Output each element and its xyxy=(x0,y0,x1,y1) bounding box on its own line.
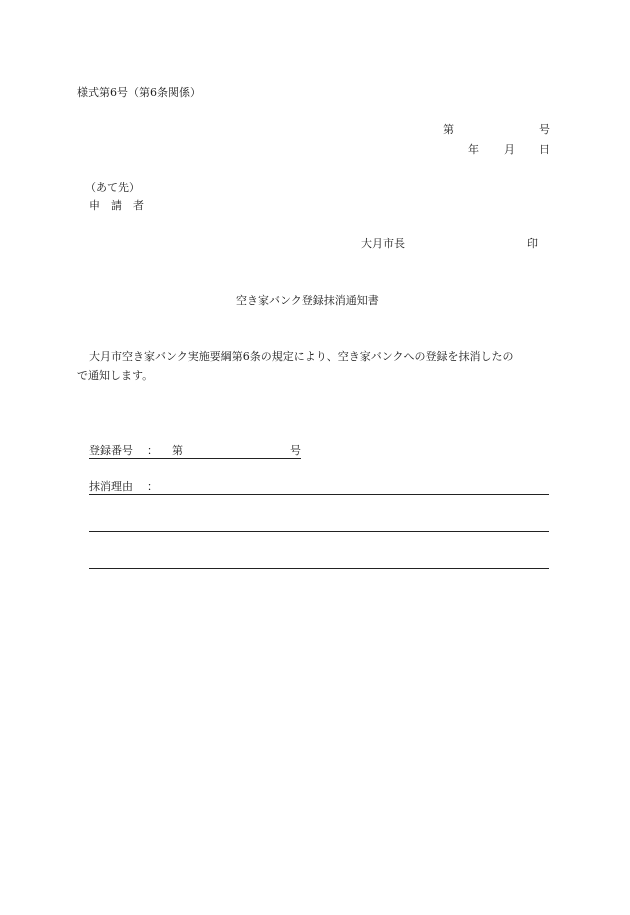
form-number: 様式第6号（第6条関係） xyxy=(77,86,201,99)
reason-line-2 xyxy=(89,531,549,532)
reason-line-1 xyxy=(89,494,549,495)
seal-mark: 印 xyxy=(527,237,538,250)
addressee-label: （あて先） xyxy=(85,181,140,194)
date-day: 日 xyxy=(539,143,550,156)
registration-colon: ： xyxy=(147,444,158,457)
doc-number-suffix: 号 xyxy=(539,123,550,136)
date-year: 年 xyxy=(468,143,479,156)
registration-suffix: 号 xyxy=(290,444,301,457)
registration-number-label: 登録番号 xyxy=(89,444,133,457)
registration-prefix: 第 xyxy=(172,444,183,457)
applicant-label: 申 請 者 xyxy=(89,199,144,212)
reason-label: 抹消理由 xyxy=(89,480,133,493)
reason-line-3 xyxy=(89,568,549,569)
body-text-line-2: で通知します。 xyxy=(77,369,154,382)
issuer-name: 大月市長 xyxy=(361,237,405,250)
doc-number-prefix: 第 xyxy=(443,123,454,136)
reason-colon: ： xyxy=(147,480,158,493)
date-month: 月 xyxy=(504,143,515,156)
document-title: 空き家バンク登録抹消通知書 xyxy=(236,294,379,307)
body-text-line-1: 大月市空き家バンク実施要綱第6条の規定により、空き家バンクへの登録を抹消したの xyxy=(89,350,514,363)
registration-underline xyxy=(89,458,301,459)
